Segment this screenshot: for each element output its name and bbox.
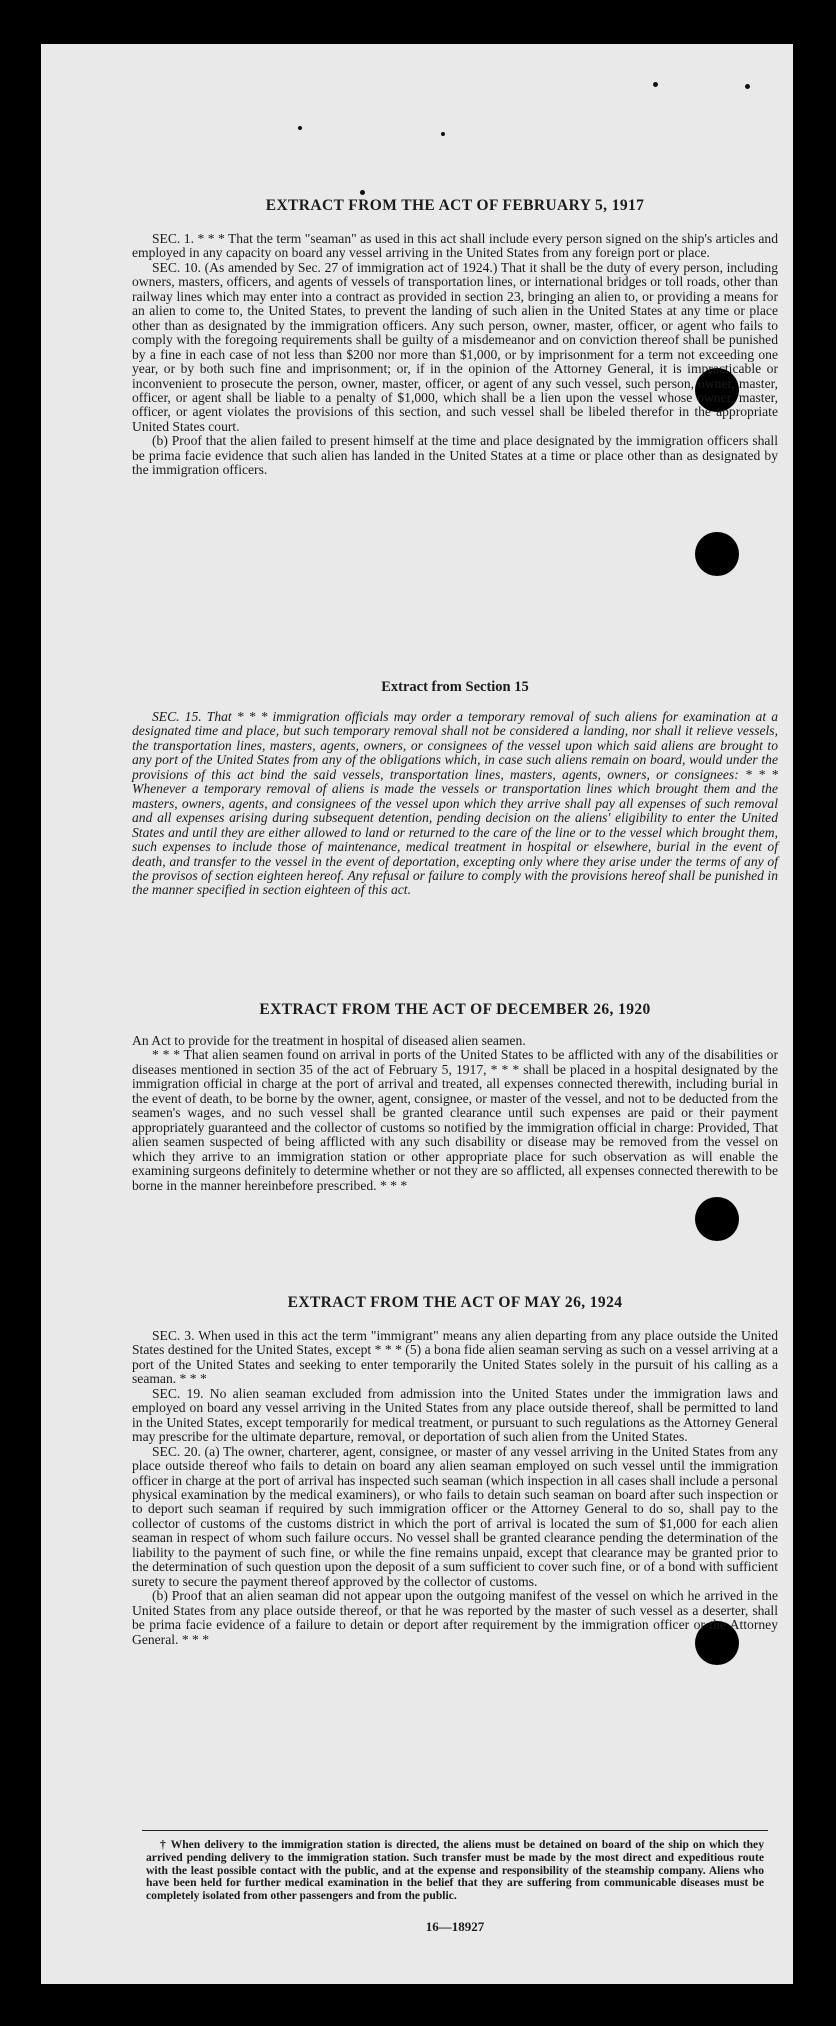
ink-speck: [441, 132, 445, 136]
punch-hole: [695, 1197, 739, 1241]
heading-act-1920: EXTRACT FROM THE ACT OF DECEMBER 26, 1920: [259, 1001, 651, 1018]
punch-hole: [695, 532, 739, 576]
ink-speck: [360, 190, 365, 195]
ink-speck: [653, 82, 658, 87]
act-1920-paragraph: * * * That alien seamen found on arrival in ports of the United States to be afflicted with any of the disabilities or diseases mentioned in section 35 of the act of February 5, 1917, * * * shall be placed in a hospital designated by the immigration official in charge at the port of arrival and treated, all expenses connected therewith, including burial in the event of death, to be borne by the owner, agent, consignee, or master of the vessel, and not to be deducted from the seamen's wages, and no such vessel shall be granted clearance until such expenses are paid or their payment appropriately guaranteed and the collector of customs so notified by the immigration official in charge: Provided, That alien seamen suspected of being afflicted with any such disability or disease may be removed from the vessel on which they arrive to an immigration station or other appropriate place for such observation as will enable the examining surgeons definitely to determine whether or not they are so afflicted, all expenses connected therewith to be borne in the manner hereinbefore prescribed. * * *: [132, 1047, 778, 1193]
heading-section-15: Extract from Section 15: [381, 679, 529, 695]
section-1-paragraph: SEC. 1. * * * That the term "seaman" as used in this act shall include every person signed on the ship's articles and employed in any capacity on board any vessel arriving in the United States from any foreign port or place.: [132, 231, 778, 261]
act-1924-text: [132, 1329, 778, 1647]
footnote: [146, 1839, 764, 1903]
footnote-text: † When delivery to the immigration station is directed, the aliens must be detained on board of the ship on which they arrived pending delivery to the immigration station. Such transfer must be made by the most direct and expeditious route with the least possible contact with the public, and at the expense and responsibility of the steamship company. Aliens who have been held for further medical examination in the belief that they are suffering from communicable diseases must be completely isolated from other passengers and from the public.: [146, 1838, 764, 1903]
section-10-paragraph: SEC. 10. (As amended by Sec. 27 of immigration act of 1924.) That it shall be the duty of every person, including owners, masters, officers, and agents of vessels of transportation lines, or international bridges or toll roads, other than railway lines which may enter into a contract as provided in section 23, bringing an alien to, or providing a means for an alien to come to, the United States, to prevent the landing of such alien in the United States at any time or place other than as designated by the immigration officers. Any such person, owner, master, officer, or agent who fails to comply with the foregoing requirements shall be guilty of a misdemeanor and on conviction thereof shall be punished by a fine in each case of not less than $200 nor more than $1,000, or by imprisonment for a term not exceeding one year, or by both such fine and imprisonment; or, if in the opinion of the Attorney General, it is impracticable or inconvenient to prosecute the person, owner, master, officer, or agent of any such vessel, such person, owner, master, officer, or agent shall be liable to a penalty of $1,000, which shall be a lien upon the vessel whose owner, master, officer, or agent violates the provisions of this section, and such vessel shall be libeled therefor in the appropriate United States court.: [132, 259, 778, 434]
ink-speck: [298, 126, 302, 130]
section-15-text: [132, 710, 778, 898]
footnote-divider: [142, 1830, 768, 1831]
heading-act-1924: EXTRACT FROM THE ACT OF MAY 26, 1924: [287, 1294, 623, 1311]
section-19-paragraph: SEC. 19. No alien seaman excluded from admission into the United States under the immigration laws and employed on board any vessel arriving in the United States from any place outside thereof, shall be permitted to land in the United States, except temporarily for medical treatment, or pursuant to such regulations as the Attorney General may prescribe for the ultimate departure, removal, or deportation of such alien from the United States.: [132, 1385, 778, 1445]
section-20a-paragraph: SEC. 20. (a) The owner, charterer, agent, consignee, or master of any vessel arriving in the United States from any place outside thereof who fails to detain on board any alien seaman employed on such vessel until the immigration officer in charge at the port of arrival has inspected such seaman (which inspection in all cases shall include a personal physical examination by the medical examiners), or who fails to detain such seaman on board after such inspection or to deport such seaman if required by such immigration officer or the Attorney General to do so, shall pay to the collector of customs of the customs district in which the port of arrival is located the sum of $1,000 for each alien seaman in respect of whom such failure occurs. No vessel shall be granted clearance pending the determination of the liability to the payment of such fine, or while the fine remains unpaid, except that clearance may be granted prior to the determination of such question upon the deposit of a sum sufficient to cover such fine, or of a bond with sufficient surety to secure the payment thereof approved by the collector of customs.: [132, 1443, 778, 1589]
act-1920-title: An Act to provide for the treatment in hospital of diseased alien seamen.: [132, 1033, 526, 1048]
ink-speck: [745, 84, 750, 89]
act-1917-text: [132, 232, 778, 478]
section-15-paragraph: SEC. 15. That * * * immigration officials may order a temporary removal of such aliens for examination at a designated time and place, but such temporary removal shall not be considered a landing, nor shall it relieve vessels, the transportation lines, masters, agents, owners, or consignees of the vessel upon which said aliens are brought to any port of the United States from any of the obligations which, in case such aliens remain on board, would under the provisions of this act bind the said vessels, transportation lines, masters, agents, owners, or consignees: * * * Whenever a temporary removal of aliens is made the vessels or transportation lines which brought them and the masters, owners, agents, and consignees of the vessel upon which they arrive shall pay all expenses of such removal and all expenses arising during subsequent detention, pending decision on the aliens' eligibility to enter the United States and until they are either allowed to land or returned to the care of the line or to the vessel which brought them, such expenses to include those of maintenance, medical treatment in hospital or elsewhere, burial in the event of death, and transfer to the vessel in the event of deportation, excepting only where they arise under the terms of any of the provisos of section eighteen hereof. Any refusal or failure to comply with the provisions hereof shall be punished in the manner specified in section eighteen of this act.: [132, 709, 778, 898]
document-page: [41, 44, 793, 1984]
section-3-paragraph: SEC. 3. When used in this act the term "immigrant" means any alien departing from any place outside the United States destined for the United States, except * * * (5) a bona fide alien seaman serving as such on a vessel arriving at a port of the United States and seeking to enter temporarily the United States solely in the pursuit of his calling as a seaman. * * *: [132, 1328, 778, 1387]
section-20b-paragraph: (b) Proof that an alien seaman did not appear upon the outgoing manifest of the vessel on which he arrived in the United States from any place outside thereof, or that he was reported by the master of such vessel as a deserter, shall be prima facie evidence of a failure to detain or deport after requirement by the immigration officer or the Attorney General. * * *: [132, 1588, 778, 1647]
page-number: 16—18927: [425, 1919, 485, 1934]
act-1920-text: [132, 1034, 778, 1193]
heading-act-1917: EXTRACT FROM THE ACT OF FEBRUARY 5, 1917: [265, 197, 645, 214]
section-10b-paragraph: (b) Proof that the alien failed to present himself at the time and place designated by the immigration officers shall be prima facie evidence that such alien has landed in the United States at a time or place other than as designated by the immigration officers.: [132, 433, 778, 478]
